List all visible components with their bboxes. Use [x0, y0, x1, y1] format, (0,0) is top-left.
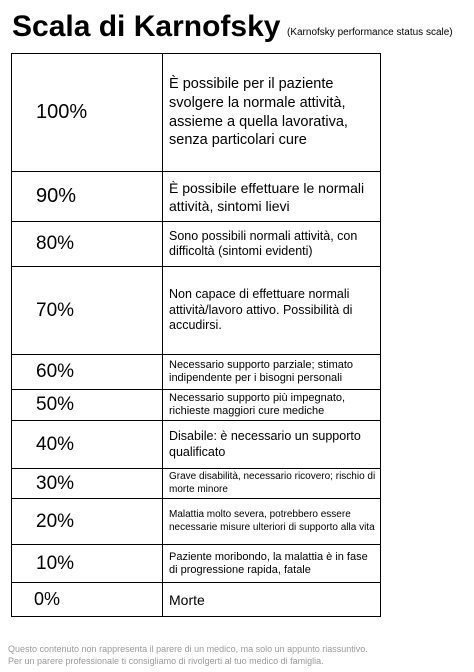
footer-advice: Per un parere professionale ti consigliamo di rivolgerti al tuo medico di famiglia. — [8, 656, 324, 666]
karnofsky-table — [11, 53, 381, 617]
percent-cell: 0% — [12, 583, 163, 617]
table-row — [12, 421, 381, 469]
description-cell: È possibile effettuare le normali attività, sintomi lievi — [163, 172, 381, 222]
percent-cell: 30% — [12, 469, 163, 499]
table-row — [12, 267, 381, 355]
description-cell: Morte — [163, 583, 381, 617]
percent-cell: 70% — [12, 267, 163, 355]
table-row — [12, 390, 381, 421]
percent-cell: 100% — [12, 54, 163, 172]
description-cell: È possibile per il paziente svolgere la normale attività, assieme a quella lavorativa, senza particolari cure — [163, 54, 381, 172]
description-cell: Grave disabilità, necessario ricovero; rischio di morte minore — [163, 469, 381, 499]
table-row — [12, 222, 381, 267]
table-row — [12, 545, 381, 583]
percent-cell: 10% — [12, 545, 163, 583]
description-cell: Sono possibili normali attività, con difficoltà (sintomi evidenti) — [163, 222, 381, 267]
description-cell: Disabile: è necessario un supporto qualificato — [163, 421, 381, 469]
table-row — [12, 499, 381, 545]
page-subtitle: (Karnofsky performance status scale) — [287, 27, 453, 38]
description-cell: Necessario supporto più impegnato, richieste maggiori cure mediche — [163, 390, 381, 421]
table-row — [12, 54, 381, 172]
description-cell: Non capace di effettuare normali attività/lavoro attivo. Possibilità di accudirsi. — [163, 267, 381, 355]
percent-cell: 90% — [12, 172, 163, 222]
description-cell: Paziente moribondo, la malattia è in fase di progressione rapida, fatale — [163, 545, 381, 583]
table-row — [12, 583, 381, 617]
table-row — [12, 469, 381, 499]
percent-cell: 20% — [12, 499, 163, 545]
table-row — [12, 355, 381, 390]
page-title: Scala di Karnofsky — [12, 10, 281, 43]
percent-cell: 50% — [12, 390, 163, 421]
description-cell: Necessario supporto parziale; stimato indipendente per i bisogni personali — [163, 355, 381, 390]
percent-cell: 40% — [12, 421, 163, 469]
percent-cell: 60% — [12, 355, 163, 390]
description-cell: Malattia molto severa, potrebbero essere necessarie misure ulteriori di supporto alla vita — [163, 499, 381, 545]
table-row — [12, 172, 381, 222]
footer-disclaimer: Questo contenuto non rappresenta il parere di un medico, ma solo un appunto riassuntivo. — [8, 644, 368, 654]
percent-cell: 80% — [12, 222, 163, 267]
